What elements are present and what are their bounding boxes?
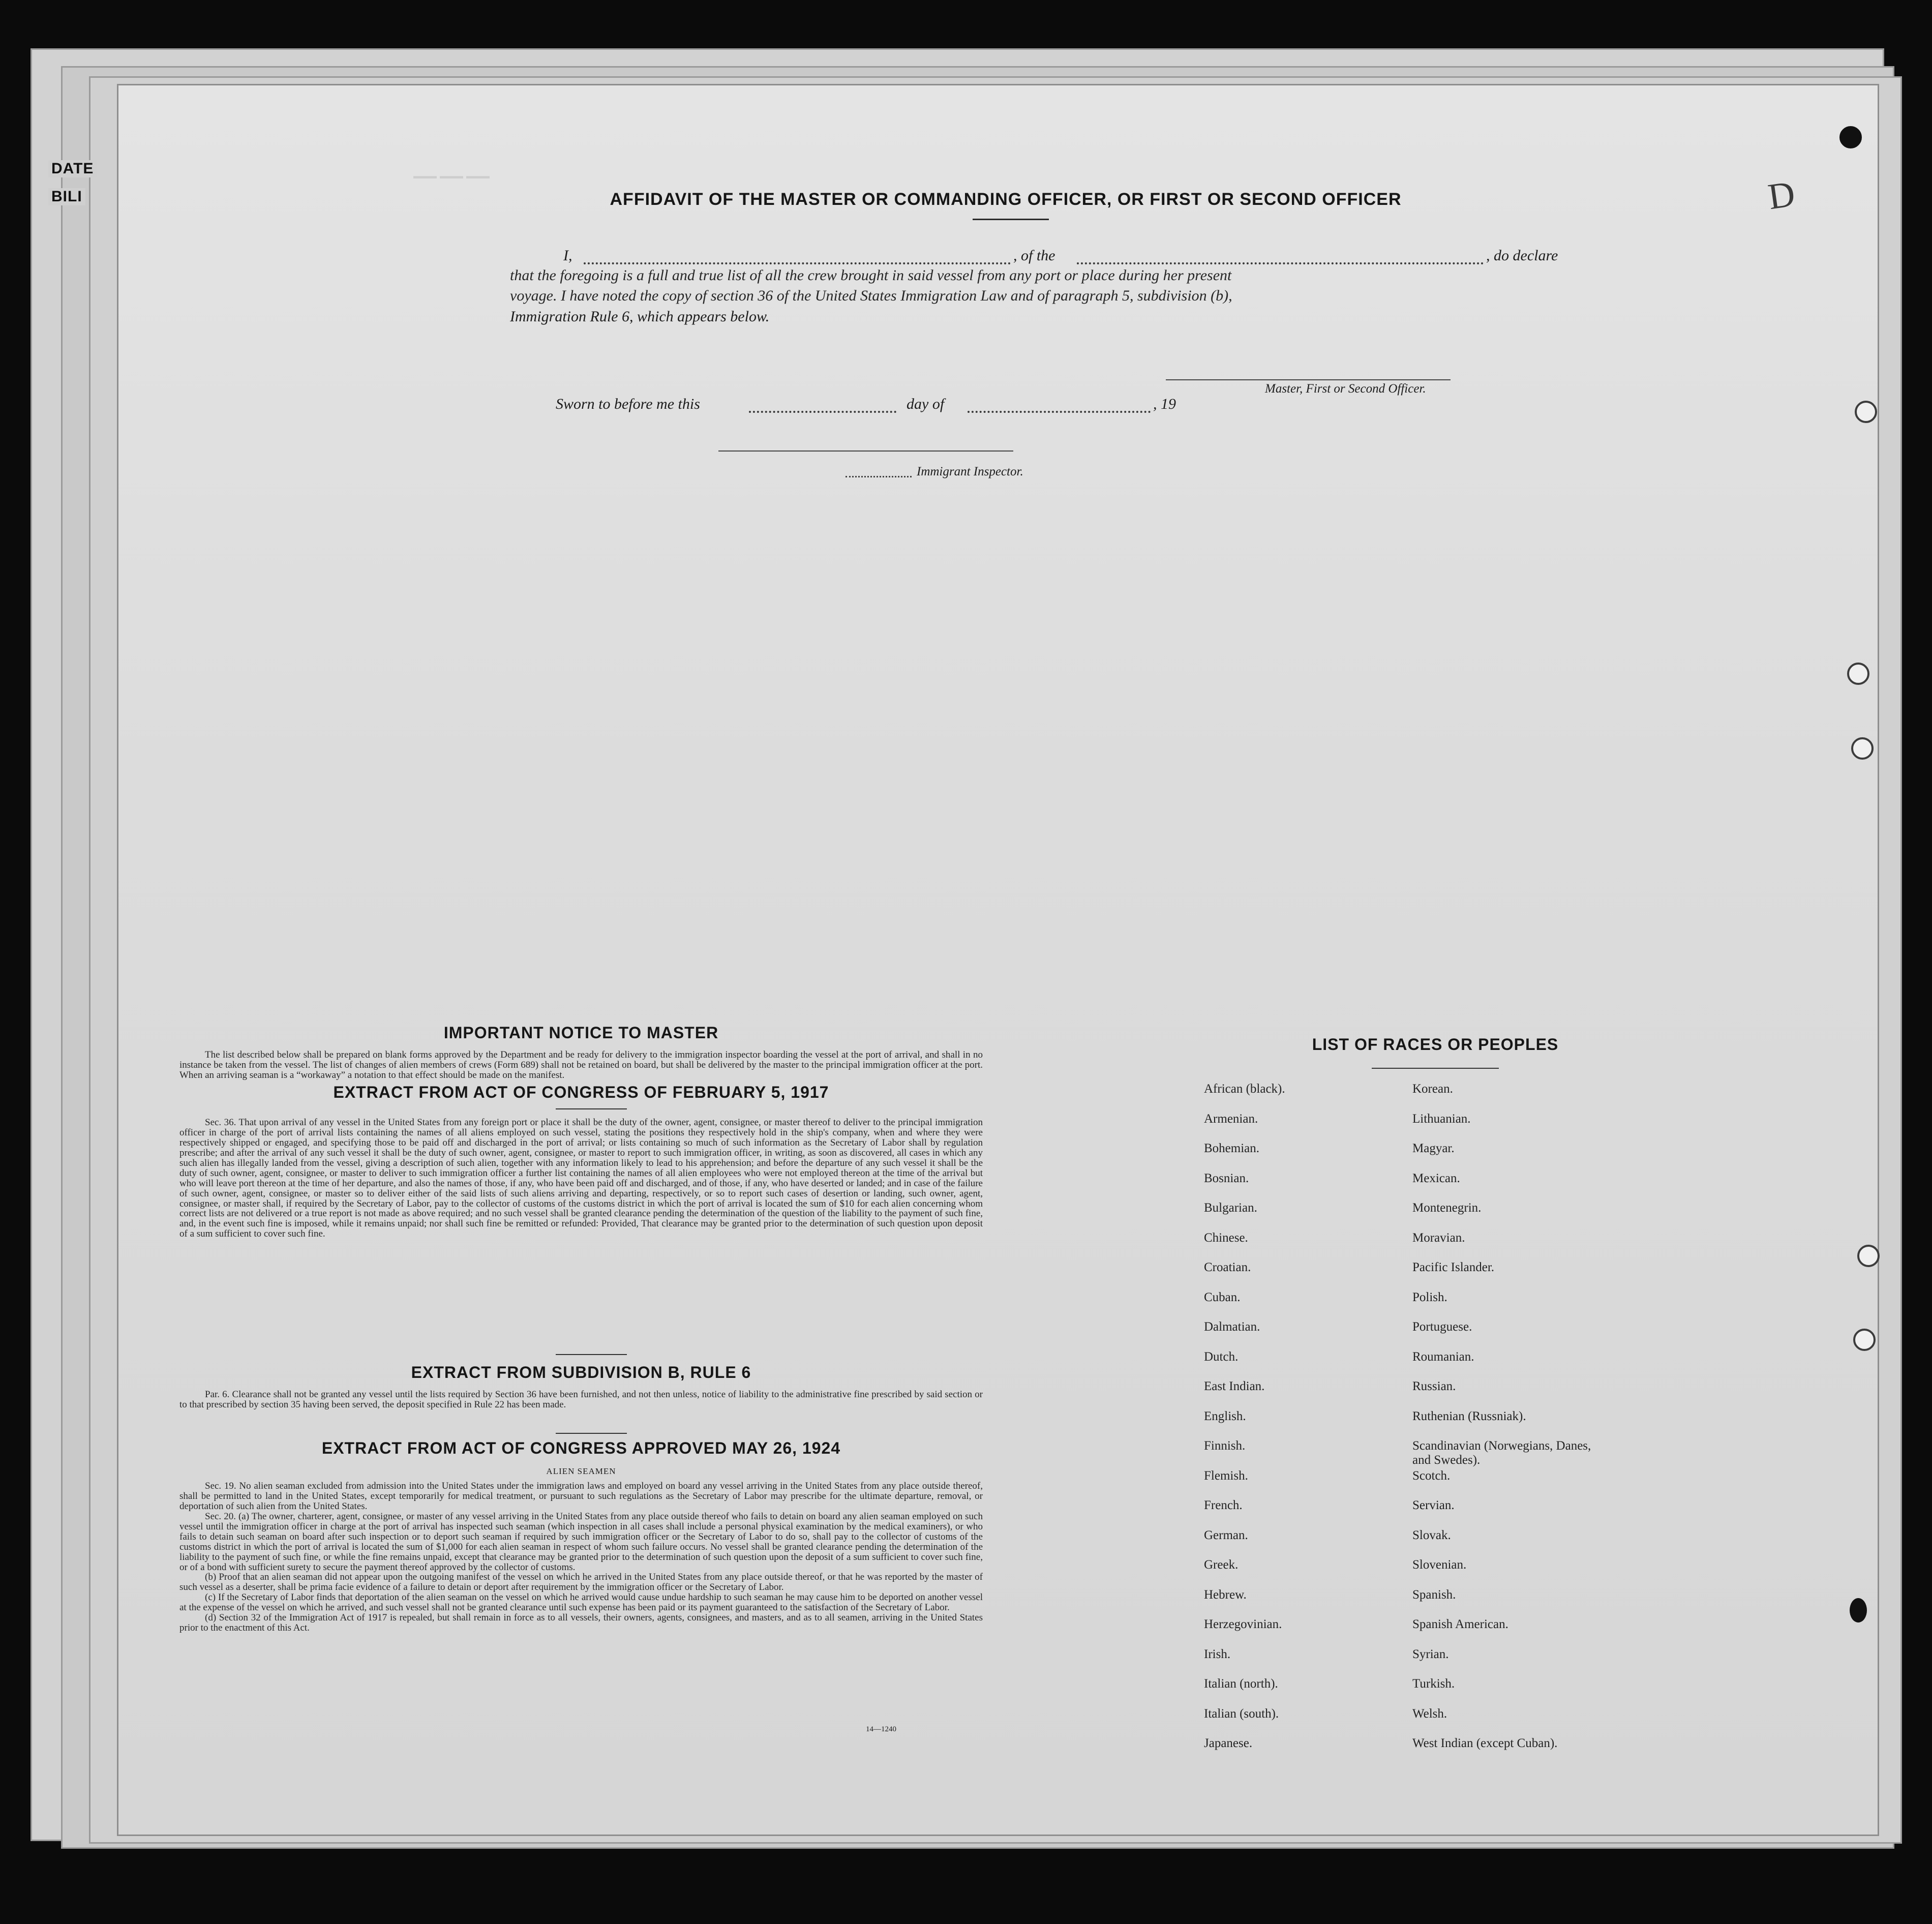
- form-number: 14—1240: [866, 1725, 896, 1733]
- punch-hole-2: [1847, 663, 1869, 685]
- inspector-dot-lead: [846, 476, 912, 477]
- race-item-right-6: Pacific Islander.: [1412, 1260, 1495, 1274]
- race-item-left-18: Herzegovinian.: [1204, 1617, 1282, 1631]
- bleed-through-heading: ———: [413, 162, 493, 189]
- punch-hole-1: [1855, 401, 1877, 423]
- extract-1924-text: [179, 1481, 983, 1633]
- extract-1924-title: EXTRACT FROM ACT OF CONGRESS APPROVED MAY 26, 1924: [321, 1439, 841, 1457]
- race-item-right-4: Montenegrin.: [1412, 1201, 1482, 1215]
- extract-1924-subtitle: ALIEN SEAMEN: [546, 1466, 616, 1476]
- signature-caption: Master, First or Second Officer.: [1265, 382, 1426, 396]
- signature-line[interactable]: [1166, 379, 1451, 380]
- race-item-right-7: Polish.: [1412, 1290, 1447, 1304]
- race-item-left-0: African (black).: [1204, 1082, 1285, 1096]
- extract-rule6-rule: [556, 1354, 627, 1355]
- race-item-right-22: West Indian (except Cuban).: [1412, 1736, 1558, 1750]
- race-item-right-3: Mexican.: [1412, 1171, 1460, 1185]
- affidavit-i: I,: [563, 247, 572, 264]
- race-item-right-8: Portuguese.: [1412, 1320, 1472, 1334]
- race-item-right-12: Scandinavian (Norwegians, Danes, and Swedes).: [1412, 1439, 1591, 1467]
- inspector-caption: Immigrant Inspector.: [917, 465, 1023, 478]
- race-item-right-9: Roumanian.: [1412, 1349, 1474, 1364]
- extract-1924-sec19: Sec. 19. No alien seaman excluded from admission into the United States under the immigration laws and employed on board any vessel arriving in the United States from any place outside thereof, shall be permitted to land in the United States, except temporarily for medical treatment, or pursuant to such regulations as the Secretary of Labor may prescribe for the ultimate departure, removal, or deportation of such alien from the United States.: [179, 1481, 983, 1512]
- margin-mark-bill: BILI: [48, 188, 85, 205]
- race-item-left-6: Croatian.: [1204, 1260, 1251, 1274]
- affidavit-line-3: voyage. I have noted the copy of section 36 of the United States Immigration Law and of paragraph 5, subdivision (b),: [510, 287, 1232, 304]
- form-sheet: [117, 84, 1879, 1836]
- race-item-right-21: Welsh.: [1412, 1706, 1447, 1721]
- race-item-right-11: Ruthenian (Russniak).: [1412, 1409, 1526, 1423]
- affidavit-line-2: that the foregoing is a full and true list of all the crew brought in said vessel from any port or place during her present: [510, 267, 1232, 284]
- race-item-left-14: French.: [1204, 1498, 1243, 1512]
- race-item-left-2: Bohemian.: [1204, 1141, 1260, 1155]
- race-item-right-5: Moravian.: [1412, 1230, 1465, 1245]
- race-item-right-18: Spanish American.: [1412, 1617, 1508, 1631]
- affidavit-do-declare: , do declare: [1486, 247, 1558, 264]
- race-item-left-7: Cuban.: [1204, 1290, 1241, 1304]
- extract-rule6-body: Par. 6. Clearance shall not be granted any vessel until the lists required by Section 36 have been furnished, and not then unless, notice of liability to the administrative fine prescribed by said section or to that prescribed by section 35 having been served, the deposit specified in Rule 22 has been made.: [179, 1389, 983, 1410]
- race-item-left-1: Armenian.: [1204, 1111, 1258, 1126]
- extract-1924-sec20d: (d) Section 32 of the Immigration Act of 1917 is repealed, but shall remain in force as to all vessels, their owners, agents, consignees, and masters, and as to all seamen, arriving in the United States prior to the enactment of this Act.: [179, 1612, 983, 1634]
- race-item-left-16: Greek.: [1204, 1558, 1239, 1572]
- inspector-signature-line[interactable]: [718, 450, 1013, 452]
- punch-hole-7: [1850, 1598, 1867, 1622]
- race-item-left-22: Japanese.: [1204, 1736, 1253, 1750]
- race-item-left-21: Italian (south).: [1204, 1706, 1279, 1721]
- notice-body: The list described below shall be prepared on blank forms approved by the Department and be ready for delivery to the immigration inspector boarding the vessel at the port of arrival, and shall in no instance be taken from the vessel. The list of changes of alien members of crews (Form 689) shall not be retained on board, but shall be delivered by the master to the principal immigration officer at the port. When an arriving seaman is a “workaway” a notation to that effect should be made on the manifest.: [179, 1049, 983, 1080]
- races-title-underline: [1372, 1068, 1499, 1069]
- races-left-column: [1204, 1082, 1397, 1750]
- race-item-left-17: Hebrew.: [1204, 1587, 1247, 1602]
- extract-1917-title: EXTRACT FROM ACT OF CONGRESS OF FEBRUARY 5, 1917: [333, 1083, 829, 1101]
- extract-1924-rule: [556, 1433, 627, 1434]
- extract-rule6-title: EXTRACT FROM SUBDIVISION B, RULE 6: [411, 1363, 751, 1381]
- race-item-right-10: Russian.: [1412, 1379, 1456, 1393]
- affidavit-of-the: , of the: [1013, 247, 1055, 264]
- affidavit-title-underline: [973, 219, 1049, 220]
- sworn-line: [556, 396, 1217, 416]
- sworn-month-blank[interactable]: [968, 411, 1151, 413]
- race-item-left-12: Finnish.: [1204, 1439, 1246, 1453]
- race-item-right-1: Lithuanian.: [1412, 1111, 1471, 1126]
- race-item-left-19: Irish.: [1204, 1647, 1231, 1661]
- race-item-left-9: Dutch.: [1204, 1349, 1239, 1364]
- punch-hole-6: [1839, 126, 1862, 148]
- master-name-blank[interactable]: [584, 262, 1011, 264]
- extract-1917-body: Sec. 36. That upon arrival of any vessel in the United States from any foreign port or place it shall be the duty of the owner, agent, consignee, or master thereof to deliver to the principal immigration officer in charge of the port of arrival lists containing the names of all aliens employed on such vessel, stating the positions they respectively hold in the ship's company, when and where they were respectively shipped or engaged, and specifying those to be paid off and discharged in the port of arrival; or lists containing so much of such information as the Secretary of Labor shall by regulation prescribe; and after the arrival of any such vessel it shall be the duty of such owner, agent, consignee, or master to report to such immigration officer, in writing, as soon as discovered, all cases in which any such alien has illegally landed from the vessel, giving a description of such alien, together with any information likely to lead to his apprehension; and before the departure of any such vessel it shall be the duty of such owner, agent, consignee, or master to deliver to such immigration officer a further list containing the names of all alien employees who were not employed thereon at the time of the arrival but who will leave port thereon at the time of her departure, and also the names of those, if any, who have been paid off and discharged, and of those, if any, who have deserted or landed; and in case of the failure of such owner, agent, consignee, or master so to deliver either of the said lists of such aliens arriving and departing, respectively, or so to report such cases of desertion or landing, such owner, agent, consignee, or master shall, if required by the Secretary of Labor, pay to the collector of customs of the customs district in which the port of arrival is located the sum of $10 for each alien concerning whom correct lists are not delivered or a true report is not made as above required; and no such vessel shall be granted clearance pending the determination of the question of the liability to the payment of such fine, and, in the event such fine is imposed, while it remains unpaid; nor shall such fine be remitted or refunded: Provided, That clearance may be granted prior to the determination of such question upon deposit of a sum sufficient to cover such fine.: [179, 1117, 983, 1240]
- race-item-left-11: English.: [1204, 1409, 1246, 1423]
- extract-1924-sec20b: (b) Proof that an alien seaman did not appear upon the outgoing manifest of the vessel on which he arrived in the United States from any place outside thereof, or that he was reported by the master of such vessel as a deserter, shall be prima facie evidence of a failure to detain or deport after requirement by the immigration officer or the Secretary of Labor.: [179, 1572, 983, 1593]
- affidavit-line-4: Immigration Rule 6, which appears below.: [510, 308, 770, 325]
- race-item-left-13: Flemish.: [1204, 1468, 1248, 1483]
- punch-hole-5: [1853, 1329, 1876, 1351]
- punch-hole-3: [1851, 737, 1874, 760]
- extract-1924-sec20a: Sec. 20. (a) The owner, charterer, agent, consignee, or master of any vessel arriving in the United States from any place outside thereof who fails to detain on board any alien seaman employed on such vessel until the immigration officer in charge at the port of arrival has inspected such seaman (which inspection in all cases shall include a personal physical examination by the medical examiners), or who fails to detain such seaman on board after such inspection or to deport such seaman if required by such immigration officer or the Secretary of Labor to do so, shall pay to the collector of customs of the customs district in which the port of arrival is located the sum of $1,000 for each alien seaman in respect of whom such failure occurs. No vessel shall be granted clearance pending the determination of the liability to the payment of such fine, or while the fine remains unpaid, except that clearance may be granted prior to the determination of such question upon the deposit of a sum sufficient to cover such fine, or of a bond with sufficient surety to secure the payment thereof approved by the collector of customs.: [179, 1511, 983, 1573]
- vessel-name-blank[interactable]: [1077, 262, 1484, 264]
- sworn-day-of: day of: [907, 396, 945, 412]
- race-item-left-8: Dalmatian.: [1204, 1320, 1260, 1334]
- race-item-left-10: East Indian.: [1204, 1379, 1265, 1393]
- races-title: LIST OF RACES OR PEOPLES: [1312, 1035, 1559, 1054]
- sworn-prefix: Sworn to before me this: [556, 396, 700, 412]
- extract-1924-sec20c: (c) If the Secretary of Labor finds that deportation of the alien seaman on the vessel on which he arrived would cause undue hardship to such seaman he may cause him to be deported on another vessel at the expense of the vessel on which he arrived, and such vessel shall not be granted clearance until such expense has been paid or its payment guaranteed to the satisfaction of the Secretary of Labor.: [179, 1592, 983, 1613]
- sworn-day-blank[interactable]: [749, 411, 896, 413]
- race-item-left-5: Chinese.: [1204, 1230, 1248, 1245]
- race-item-right-15: Slovak.: [1412, 1528, 1451, 1542]
- sworn-year: , 19: [1153, 396, 1176, 412]
- race-item-right-17: Spanish.: [1412, 1587, 1456, 1602]
- race-item-left-20: Italian (north).: [1204, 1677, 1278, 1691]
- punch-hole-4: [1857, 1245, 1880, 1267]
- margin-mark-date: DATE: [48, 160, 97, 177]
- race-item-right-20: Turkish.: [1412, 1677, 1455, 1691]
- notice-title: IMPORTANT NOTICE TO MASTER: [443, 1024, 719, 1042]
- race-item-left-3: Bosnian.: [1204, 1171, 1249, 1185]
- race-item-left-4: Bulgarian.: [1204, 1201, 1257, 1215]
- race-item-right-16: Slovenian.: [1412, 1558, 1467, 1572]
- affidavit-line-1: [563, 247, 1616, 267]
- extract-1917-rule: [556, 1108, 627, 1109]
- margin-letter-d: D: [1765, 173, 1798, 218]
- race-item-right-0: Korean.: [1412, 1082, 1453, 1096]
- race-item-right-13: Scotch.: [1412, 1468, 1451, 1483]
- races-right-column: [1412, 1082, 1616, 1750]
- race-item-right-2: Magyar.: [1412, 1141, 1455, 1155]
- race-item-left-15: German.: [1204, 1528, 1248, 1542]
- affidavit-title: AFFIDAVIT OF THE MASTER OR COMMANDING OFFICER, OR FIRST OR SECOND OFFICER: [610, 190, 1402, 209]
- race-item-right-19: Syrian.: [1412, 1647, 1449, 1661]
- race-item-right-14: Servian.: [1412, 1498, 1455, 1512]
